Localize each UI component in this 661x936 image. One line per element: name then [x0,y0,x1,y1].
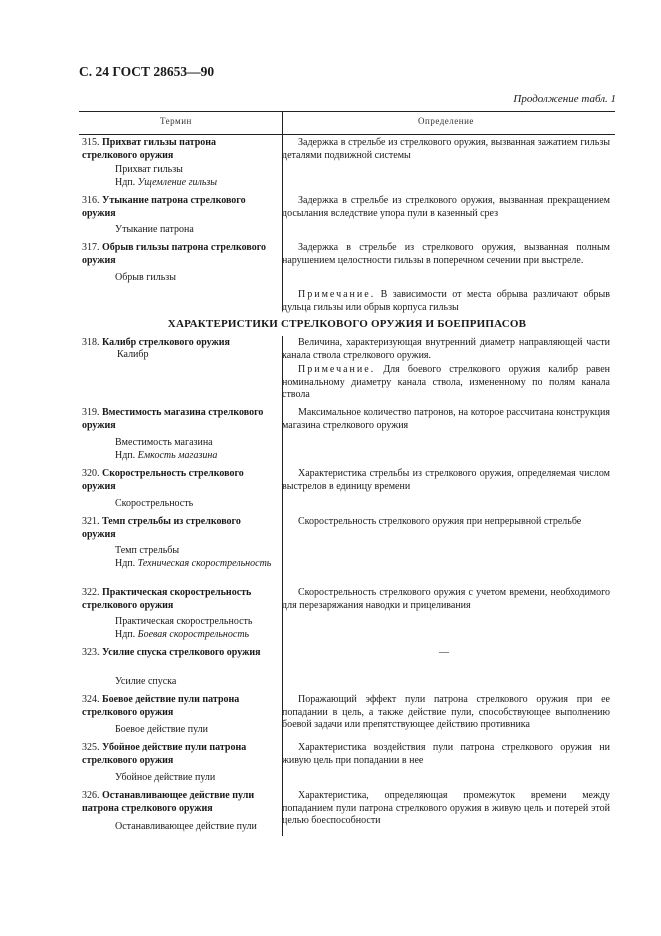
definition: Характеристика воздействия пули патрона стрелкового оружия ни живую цель при попадании в нее [282,742,610,766]
definition: Задержка в стрельбе из стрелкового оружия, вызванная зажатием гильзы деталями подвижной системы [282,137,610,161]
term-entry-317 [82,242,272,267]
ndp-label: Ндп. [115,558,136,569]
definition: Величина, характеризующая внутренний диаметр направляющей части канала ствола стрелкового оружия. [282,337,610,361]
definition: Характеристика стрельбы из стрелкового оружия, определяемая числом выстрелов в единицу времени [282,468,610,492]
term-name: Вместимость магазина стрелкового оружия [82,407,264,431]
continuation-label: Продолжение табл. 1 [513,93,616,105]
table-top-rule [79,111,615,112]
term-entry-319 [82,407,272,432]
term-deprecated [115,629,275,642]
section-heading: ХАРАКТЕРИСТИКИ СТРЕЛКОВОГО ОРУЖИЯ И БОЕПРИПАСОВ [167,318,527,330]
ndp-term: Боевая скорострельность [137,629,250,640]
note-text: Для боевого стрелкового оружия калибр равен номинальному диаметру канала ствола, измененному по полям канала ствола [282,364,611,400]
term-entry-326 [82,790,272,815]
ndp-label: Ндп. [115,450,136,461]
term-deprecated [115,177,275,190]
ndp-label: Ндп. [115,629,136,640]
ndp-term: Ущемление гильзы [137,177,218,188]
term-number: 321. [82,516,100,527]
term-entry-315 [82,137,272,162]
note-text: В зависимости от места обрыва различают обрыв дульца гильзы или обрыв корпуса гильзы [282,289,610,313]
definition: Задержка в стрельбе из стрелкового оружия, вызванная прекращением досылания вследствие упора пули в казенный срез [282,195,610,219]
term-entry-323 [82,647,272,660]
term-entry-321 [82,516,272,541]
term-number: 320. [82,468,100,479]
note-label: Примечание. [298,364,376,375]
term-name: Обрыв гильзы патрона стрелкового оружия [82,242,267,266]
term-entry-325 [82,742,272,767]
column-header-definition: Определение [418,116,474,126]
term-synonym: Практическая скорострельность [115,616,253,627]
term-number: 325. [82,742,100,753]
term-number: 315. [82,137,100,148]
term-entry-318 [82,337,272,350]
term-synonym: Боевое действие пули [115,724,208,735]
ndp-label: Ндп. [115,177,136,188]
term-name: Скорострельность стрелкового оружия [82,468,244,492]
ndp-term: Техническая скорострельность [137,558,272,569]
term-number: 326. [82,790,100,801]
term-name: Убойное действие пули патрона стрелкового оружия [82,742,247,766]
page-header: С. 24 ГОСТ 28653—90 [79,64,215,79]
definition: Характеристика, определяющая промежуток времени между попаданием пули патрона стрелкового оружия в живую цель и потерей этой целью боеспособности [282,790,610,826]
definition: Поражающий эффект пули патрона стрелкового оружия при ее попадании в цель, а также действие пули, способствующее выполнению боевой задачи или препятствующее действию противника [282,694,610,730]
term-entry-322 [82,587,272,612]
term-number: 323. [82,647,100,658]
term-name: Утыкание патрона стрелкового оружия [82,195,246,219]
term-number: 316. [82,195,100,206]
term-deprecated [115,558,275,571]
term-entry-324 [82,694,272,719]
term-name: Останавливающее действие пули патрона стрелкового оружия [82,790,255,814]
term-synonym: Утыкание патрона [115,224,194,235]
term-synonym: Убойное действие пули [115,772,216,783]
term-synonym: Обрыв гильзы [115,272,176,283]
term-entry-316 [82,195,272,220]
definition: Максимальное количество патронов, на которое рассчитана конструкция магазина стрелкового оружия [282,407,610,431]
term-synonym: Темп стрельбы [115,545,180,556]
definition: Скорострельность стрелкового оружия с учетом времени, необходимого для перезаряжания наводки и прицеливания [282,587,610,611]
term-name: Темп стрельбы из стрелкового оружия [82,516,241,540]
term-number: 324. [82,694,100,705]
term-number: 319. [82,407,100,418]
term-number: 317. [82,242,100,253]
term-synonym: Останавливающее действие пули [115,821,257,832]
term-number: 322. [82,587,100,598]
term-name: Прихват гильзы патрона стрелкового оружия [82,137,217,161]
term-entry-320 [82,468,272,493]
term-synonym: Калибр [117,349,149,360]
definition-note [282,364,610,402]
note-label: Примечание. [298,289,376,300]
definition: Задержка в стрельбе из стрелкового оружия, вызванная полным нарушением целостности гильзы в поперечном сечении при выстреле. [282,242,610,266]
term-name: Боевое действие пули патрона стрелкового оружия [82,694,240,718]
term-synonym: Прихват гильзы [115,164,183,175]
column-header-term: Термин [160,116,192,126]
term-name: Калибр стрелкового оружия [102,337,230,348]
definition: Скорострельность стрелкового оружия при непрерывной стрельбе [298,516,582,527]
term-synonym: Скорострельность [115,498,194,509]
term-number: 318. [82,337,100,348]
term-synonym: Усилие спуска [115,676,177,687]
term-synonym: Вместимость магазина [115,437,213,448]
definition-note [282,289,610,314]
ndp-term: Емкость магазина [137,450,218,461]
definition-empty: — [439,647,449,658]
term-deprecated [115,450,275,463]
term-name: Практическая скорострельность стрелкового оружия [82,587,252,611]
term-name: Усилие спуска стрелкового оружия [102,647,261,658]
table-header-rule [79,134,615,135]
